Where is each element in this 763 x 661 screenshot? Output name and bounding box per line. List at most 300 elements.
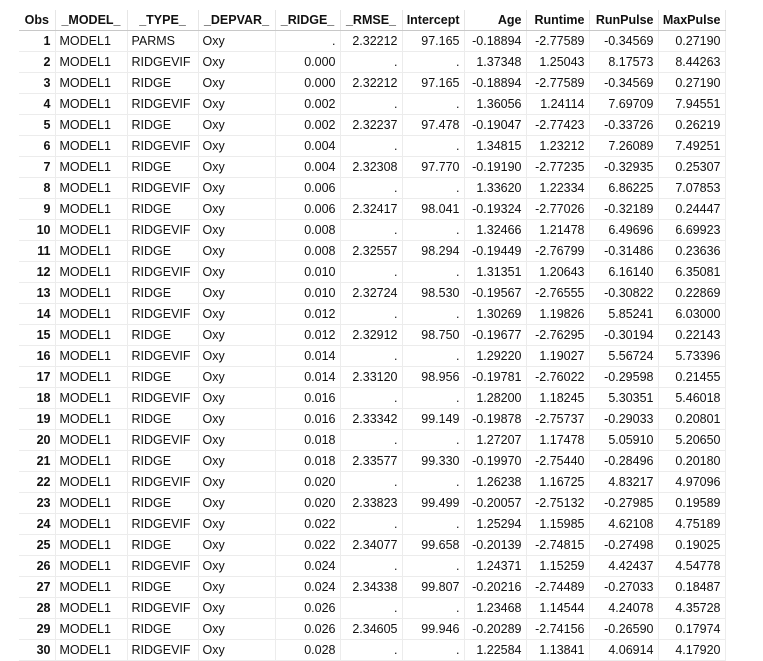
cell-runtime: 1.16725 bbox=[526, 472, 589, 493]
cell-model: MODEL1 bbox=[55, 640, 127, 661]
cell-runpulse: -0.26590 bbox=[589, 619, 658, 640]
cell-rmse: 2.32557 bbox=[340, 241, 402, 262]
cell-model: MODEL1 bbox=[55, 262, 127, 283]
cell-age: 1.30269 bbox=[464, 304, 526, 325]
cell-ridge: 0.028 bbox=[275, 640, 340, 661]
cell-maxpulse: 7.49251 bbox=[658, 136, 725, 157]
cell-runpulse: 4.62108 bbox=[589, 514, 658, 535]
cell-model: MODEL1 bbox=[55, 94, 127, 115]
table-row bbox=[19, 430, 725, 451]
cell-age: 1.23468 bbox=[464, 598, 526, 619]
column-header-intercept: Intercept bbox=[402, 10, 464, 31]
cell-intercept: 97.165 bbox=[402, 73, 464, 94]
cell-runtime: 1.24114 bbox=[526, 94, 589, 115]
cell-runpulse: -0.28496 bbox=[589, 451, 658, 472]
cell-rmse: . bbox=[340, 472, 402, 493]
cell-type: RIDGEVIF bbox=[127, 346, 198, 367]
cell-maxpulse: 5.73396 bbox=[658, 346, 725, 367]
cell-type: RIDGEVIF bbox=[127, 556, 198, 577]
cell-type: RIDGE bbox=[127, 283, 198, 304]
cell-age: 1.28200 bbox=[464, 388, 526, 409]
cell-runpulse: -0.27033 bbox=[589, 577, 658, 598]
cell-type: RIDGE bbox=[127, 619, 198, 640]
cell-maxpulse: 0.22869 bbox=[658, 283, 725, 304]
cell-depvar: Oxy bbox=[198, 472, 275, 493]
cell-model: MODEL1 bbox=[55, 535, 127, 556]
cell-age: 1.25294 bbox=[464, 514, 526, 535]
cell-runpulse: 5.85241 bbox=[589, 304, 658, 325]
cell-ridge: 0.010 bbox=[275, 262, 340, 283]
cell-intercept: . bbox=[402, 388, 464, 409]
cell-runpulse: 4.06914 bbox=[589, 640, 658, 661]
cell-rmse: . bbox=[340, 52, 402, 73]
cell-ridge: 0.018 bbox=[275, 430, 340, 451]
cell-ridge: 0.016 bbox=[275, 388, 340, 409]
cell-depvar: Oxy bbox=[198, 304, 275, 325]
cell-intercept: 97.165 bbox=[402, 31, 464, 52]
cell-type: RIDGEVIF bbox=[127, 136, 198, 157]
table-row bbox=[19, 598, 725, 619]
cell-maxpulse: 0.17974 bbox=[658, 619, 725, 640]
cell-obs: 8 bbox=[19, 178, 55, 199]
cell-runpulse: -0.34569 bbox=[589, 31, 658, 52]
cell-maxpulse: 0.18487 bbox=[658, 577, 725, 598]
cell-depvar: Oxy bbox=[198, 451, 275, 472]
cell-rmse: . bbox=[340, 178, 402, 199]
cell-runpulse: 4.83217 bbox=[589, 472, 658, 493]
cell-intercept: 98.750 bbox=[402, 325, 464, 346]
table-row bbox=[19, 199, 725, 220]
cell-runpulse: -0.30822 bbox=[589, 283, 658, 304]
cell-intercept: 98.294 bbox=[402, 241, 464, 262]
cell-ridge: 0.020 bbox=[275, 493, 340, 514]
cell-runtime: -2.76799 bbox=[526, 241, 589, 262]
cell-obs: 30 bbox=[19, 640, 55, 661]
cell-type: RIDGEVIF bbox=[127, 304, 198, 325]
cell-depvar: Oxy bbox=[198, 94, 275, 115]
cell-intercept: 98.041 bbox=[402, 199, 464, 220]
cell-runtime: -2.74489 bbox=[526, 577, 589, 598]
cell-ridge: 0.016 bbox=[275, 409, 340, 430]
cell-intercept: . bbox=[402, 262, 464, 283]
table-row bbox=[19, 262, 725, 283]
cell-maxpulse: 0.19589 bbox=[658, 493, 725, 514]
cell-maxpulse: 4.35728 bbox=[658, 598, 725, 619]
cell-intercept: . bbox=[402, 220, 464, 241]
cell-runtime: -2.77589 bbox=[526, 31, 589, 52]
table-row bbox=[19, 115, 725, 136]
cell-ridge: 0.006 bbox=[275, 199, 340, 220]
header-row bbox=[19, 10, 725, 31]
cell-runpulse: 6.49696 bbox=[589, 220, 658, 241]
cell-runtime: -2.75132 bbox=[526, 493, 589, 514]
cell-age: 1.33620 bbox=[464, 178, 526, 199]
cell-model: MODEL1 bbox=[55, 556, 127, 577]
cell-obs: 19 bbox=[19, 409, 55, 430]
table-row bbox=[19, 514, 725, 535]
cell-runtime: -2.77423 bbox=[526, 115, 589, 136]
cell-depvar: Oxy bbox=[198, 367, 275, 388]
cell-intercept: . bbox=[402, 52, 464, 73]
column-header-ridge: _RIDGE_ bbox=[275, 10, 340, 31]
cell-rmse: 2.33577 bbox=[340, 451, 402, 472]
cell-type: RIDGEVIF bbox=[127, 52, 198, 73]
cell-rmse: 2.33342 bbox=[340, 409, 402, 430]
cell-model: MODEL1 bbox=[55, 136, 127, 157]
cell-ridge: 0.000 bbox=[275, 73, 340, 94]
cell-age: -0.19677 bbox=[464, 325, 526, 346]
cell-runpulse: -0.30194 bbox=[589, 325, 658, 346]
cell-intercept: . bbox=[402, 178, 464, 199]
table-row bbox=[19, 31, 725, 52]
cell-maxpulse: 6.69923 bbox=[658, 220, 725, 241]
cell-depvar: Oxy bbox=[198, 178, 275, 199]
cell-obs: 6 bbox=[19, 136, 55, 157]
cell-ridge: 0.014 bbox=[275, 367, 340, 388]
table-row bbox=[19, 619, 725, 640]
cell-model: MODEL1 bbox=[55, 325, 127, 346]
cell-obs: 17 bbox=[19, 367, 55, 388]
cell-maxpulse: 0.24447 bbox=[658, 199, 725, 220]
cell-depvar: Oxy bbox=[198, 136, 275, 157]
cell-runtime: -2.75737 bbox=[526, 409, 589, 430]
cell-model: MODEL1 bbox=[55, 220, 127, 241]
cell-obs: 25 bbox=[19, 535, 55, 556]
cell-model: MODEL1 bbox=[55, 451, 127, 472]
cell-depvar: Oxy bbox=[198, 556, 275, 577]
cell-intercept: 99.807 bbox=[402, 577, 464, 598]
cell-rmse: . bbox=[340, 598, 402, 619]
cell-age: 1.24371 bbox=[464, 556, 526, 577]
data-table-container bbox=[19, 10, 726, 661]
column-header-depvar: _DEPVAR_ bbox=[198, 10, 275, 31]
cell-model: MODEL1 bbox=[55, 430, 127, 451]
cell-rmse: 2.32308 bbox=[340, 157, 402, 178]
cell-runtime: -2.77235 bbox=[526, 157, 589, 178]
cell-intercept: 97.478 bbox=[402, 115, 464, 136]
cell-runtime: -2.74156 bbox=[526, 619, 589, 640]
table-row bbox=[19, 493, 725, 514]
cell-maxpulse: 5.20650 bbox=[658, 430, 725, 451]
column-header-runpulse: RunPulse bbox=[589, 10, 658, 31]
cell-maxpulse: 0.20801 bbox=[658, 409, 725, 430]
cell-intercept: . bbox=[402, 94, 464, 115]
cell-type: RIDGEVIF bbox=[127, 220, 198, 241]
cell-runpulse: -0.29033 bbox=[589, 409, 658, 430]
cell-runpulse: -0.32189 bbox=[589, 199, 658, 220]
cell-ridge: . bbox=[275, 31, 340, 52]
cell-rmse: 2.33120 bbox=[340, 367, 402, 388]
cell-maxpulse: 0.27190 bbox=[658, 73, 725, 94]
cell-maxpulse: 0.21455 bbox=[658, 367, 725, 388]
cell-maxpulse: 8.44263 bbox=[658, 52, 725, 73]
cell-runpulse: 6.16140 bbox=[589, 262, 658, 283]
cell-rmse: 2.32237 bbox=[340, 115, 402, 136]
table-row bbox=[19, 367, 725, 388]
cell-maxpulse: 0.19025 bbox=[658, 535, 725, 556]
cell-age: 1.37348 bbox=[464, 52, 526, 73]
cell-type: RIDGE bbox=[127, 157, 198, 178]
cell-rmse: . bbox=[340, 640, 402, 661]
cell-runtime: 1.19027 bbox=[526, 346, 589, 367]
column-header-rmse: _RMSE_ bbox=[340, 10, 402, 31]
cell-depvar: Oxy bbox=[198, 640, 275, 661]
cell-model: MODEL1 bbox=[55, 157, 127, 178]
cell-runpulse: 8.17573 bbox=[589, 52, 658, 73]
cell-obs: 2 bbox=[19, 52, 55, 73]
cell-age: 1.34815 bbox=[464, 136, 526, 157]
table-row bbox=[19, 556, 725, 577]
cell-runpulse: 5.30351 bbox=[589, 388, 658, 409]
cell-obs: 11 bbox=[19, 241, 55, 262]
cell-intercept: 99.658 bbox=[402, 535, 464, 556]
cell-age: -0.19567 bbox=[464, 283, 526, 304]
cell-obs: 20 bbox=[19, 430, 55, 451]
cell-maxpulse: 0.25307 bbox=[658, 157, 725, 178]
cell-runtime: 1.20643 bbox=[526, 262, 589, 283]
cell-model: MODEL1 bbox=[55, 52, 127, 73]
cell-type: PARMS bbox=[127, 31, 198, 52]
cell-type: RIDGEVIF bbox=[127, 640, 198, 661]
table-row bbox=[19, 220, 725, 241]
cell-age: 1.31351 bbox=[464, 262, 526, 283]
cell-rmse: 2.33823 bbox=[340, 493, 402, 514]
cell-type: RIDGE bbox=[127, 493, 198, 514]
cell-obs: 29 bbox=[19, 619, 55, 640]
cell-depvar: Oxy bbox=[198, 283, 275, 304]
cell-age: -0.20289 bbox=[464, 619, 526, 640]
cell-maxpulse: 7.94551 bbox=[658, 94, 725, 115]
cell-intercept: . bbox=[402, 640, 464, 661]
table-row bbox=[19, 283, 725, 304]
cell-intercept: . bbox=[402, 598, 464, 619]
cell-rmse: . bbox=[340, 220, 402, 241]
cell-maxpulse: 4.97096 bbox=[658, 472, 725, 493]
cell-runpulse: -0.27985 bbox=[589, 493, 658, 514]
cell-depvar: Oxy bbox=[198, 619, 275, 640]
cell-obs: 26 bbox=[19, 556, 55, 577]
cell-age: -0.20139 bbox=[464, 535, 526, 556]
cell-age: -0.20216 bbox=[464, 577, 526, 598]
cell-maxpulse: 6.03000 bbox=[658, 304, 725, 325]
cell-obs: 14 bbox=[19, 304, 55, 325]
cell-depvar: Oxy bbox=[198, 220, 275, 241]
cell-model: MODEL1 bbox=[55, 241, 127, 262]
cell-depvar: Oxy bbox=[198, 241, 275, 262]
cell-model: MODEL1 bbox=[55, 577, 127, 598]
cell-type: RIDGE bbox=[127, 115, 198, 136]
cell-depvar: Oxy bbox=[198, 577, 275, 598]
cell-depvar: Oxy bbox=[198, 73, 275, 94]
cell-depvar: Oxy bbox=[198, 409, 275, 430]
cell-age: -0.19047 bbox=[464, 115, 526, 136]
cell-ridge: 0.008 bbox=[275, 220, 340, 241]
cell-runtime: 1.15259 bbox=[526, 556, 589, 577]
table-row bbox=[19, 409, 725, 430]
cell-type: RIDGE bbox=[127, 199, 198, 220]
cell-age: 1.36056 bbox=[464, 94, 526, 115]
cell-intercept: 99.149 bbox=[402, 409, 464, 430]
cell-runtime: -2.76022 bbox=[526, 367, 589, 388]
cell-obs: 1 bbox=[19, 31, 55, 52]
cell-runtime: 1.25043 bbox=[526, 52, 589, 73]
cell-runtime: 1.15985 bbox=[526, 514, 589, 535]
cell-type: RIDGE bbox=[127, 535, 198, 556]
cell-model: MODEL1 bbox=[55, 346, 127, 367]
cell-runtime: 1.13841 bbox=[526, 640, 589, 661]
cell-ridge: 0.024 bbox=[275, 577, 340, 598]
cell-depvar: Oxy bbox=[198, 157, 275, 178]
cell-depvar: Oxy bbox=[198, 31, 275, 52]
cell-age: -0.18894 bbox=[464, 73, 526, 94]
cell-runpulse: -0.33726 bbox=[589, 115, 658, 136]
cell-ridge: 0.026 bbox=[275, 619, 340, 640]
cell-runtime: 1.17478 bbox=[526, 430, 589, 451]
table-row bbox=[19, 94, 725, 115]
cell-intercept: 98.956 bbox=[402, 367, 464, 388]
cell-model: MODEL1 bbox=[55, 304, 127, 325]
table-row bbox=[19, 73, 725, 94]
cell-type: RIDGEVIF bbox=[127, 178, 198, 199]
cell-model: MODEL1 bbox=[55, 178, 127, 199]
cell-rmse: . bbox=[340, 388, 402, 409]
cell-type: RIDGE bbox=[127, 241, 198, 262]
cell-obs: 3 bbox=[19, 73, 55, 94]
cell-type: RIDGE bbox=[127, 409, 198, 430]
cell-rmse: . bbox=[340, 556, 402, 577]
cell-obs: 27 bbox=[19, 577, 55, 598]
cell-intercept: . bbox=[402, 346, 464, 367]
column-header-maxpulse: MaxPulse bbox=[658, 10, 725, 31]
cell-ridge: 0.004 bbox=[275, 157, 340, 178]
cell-maxpulse: 0.22143 bbox=[658, 325, 725, 346]
cell-runtime: -2.74815 bbox=[526, 535, 589, 556]
cell-intercept: 97.770 bbox=[402, 157, 464, 178]
data-table bbox=[19, 10, 726, 661]
cell-obs: 22 bbox=[19, 472, 55, 493]
cell-depvar: Oxy bbox=[198, 598, 275, 619]
cell-rmse: 2.32724 bbox=[340, 283, 402, 304]
cell-type: RIDGEVIF bbox=[127, 472, 198, 493]
cell-runpulse: -0.32935 bbox=[589, 157, 658, 178]
cell-obs: 10 bbox=[19, 220, 55, 241]
cell-runtime: 1.21478 bbox=[526, 220, 589, 241]
cell-intercept: . bbox=[402, 136, 464, 157]
cell-age: 1.29220 bbox=[464, 346, 526, 367]
cell-depvar: Oxy bbox=[198, 493, 275, 514]
cell-obs: 15 bbox=[19, 325, 55, 346]
cell-rmse: 2.32417 bbox=[340, 199, 402, 220]
cell-intercept: 99.499 bbox=[402, 493, 464, 514]
cell-rmse: . bbox=[340, 304, 402, 325]
cell-intercept: 99.330 bbox=[402, 451, 464, 472]
cell-model: MODEL1 bbox=[55, 115, 127, 136]
table-row bbox=[19, 52, 725, 73]
column-header-runtime: Runtime bbox=[526, 10, 589, 31]
cell-obs: 23 bbox=[19, 493, 55, 514]
cell-maxpulse: 5.46018 bbox=[658, 388, 725, 409]
column-header-age: Age bbox=[464, 10, 526, 31]
cell-ridge: 0.018 bbox=[275, 451, 340, 472]
cell-intercept: . bbox=[402, 430, 464, 451]
cell-obs: 4 bbox=[19, 94, 55, 115]
cell-rmse: 2.32212 bbox=[340, 31, 402, 52]
cell-runtime: -2.76555 bbox=[526, 283, 589, 304]
cell-model: MODEL1 bbox=[55, 619, 127, 640]
table-body bbox=[19, 31, 725, 661]
cell-depvar: Oxy bbox=[198, 346, 275, 367]
cell-maxpulse: 0.26219 bbox=[658, 115, 725, 136]
cell-age: 1.32466 bbox=[464, 220, 526, 241]
cell-runpulse: -0.27498 bbox=[589, 535, 658, 556]
cell-runpulse: 7.69709 bbox=[589, 94, 658, 115]
cell-obs: 16 bbox=[19, 346, 55, 367]
table-row bbox=[19, 577, 725, 598]
cell-age: -0.19190 bbox=[464, 157, 526, 178]
cell-type: RIDGEVIF bbox=[127, 514, 198, 535]
cell-depvar: Oxy bbox=[198, 115, 275, 136]
cell-intercept: . bbox=[402, 472, 464, 493]
cell-type: RIDGE bbox=[127, 367, 198, 388]
cell-runtime: -2.77589 bbox=[526, 73, 589, 94]
cell-age: 1.22584 bbox=[464, 640, 526, 661]
cell-depvar: Oxy bbox=[198, 535, 275, 556]
cell-intercept: 98.530 bbox=[402, 283, 464, 304]
cell-runpulse: 5.05910 bbox=[589, 430, 658, 451]
table-row bbox=[19, 157, 725, 178]
cell-ridge: 0.024 bbox=[275, 556, 340, 577]
cell-runtime: 1.18245 bbox=[526, 388, 589, 409]
table-row bbox=[19, 178, 725, 199]
cell-rmse: . bbox=[340, 430, 402, 451]
column-header-model: _MODEL_ bbox=[55, 10, 127, 31]
cell-depvar: Oxy bbox=[198, 199, 275, 220]
cell-depvar: Oxy bbox=[198, 262, 275, 283]
table-row bbox=[19, 325, 725, 346]
table-row bbox=[19, 346, 725, 367]
cell-ridge: 0.004 bbox=[275, 136, 340, 157]
cell-runtime: -2.77026 bbox=[526, 199, 589, 220]
cell-runpulse: -0.34569 bbox=[589, 73, 658, 94]
cell-model: MODEL1 bbox=[55, 493, 127, 514]
cell-rmse: . bbox=[340, 514, 402, 535]
cell-ridge: 0.006 bbox=[275, 178, 340, 199]
cell-runpulse: 7.26089 bbox=[589, 136, 658, 157]
cell-depvar: Oxy bbox=[198, 430, 275, 451]
cell-obs: 18 bbox=[19, 388, 55, 409]
cell-runtime: -2.76295 bbox=[526, 325, 589, 346]
cell-runpulse: 5.56724 bbox=[589, 346, 658, 367]
cell-ridge: 0.002 bbox=[275, 115, 340, 136]
cell-depvar: Oxy bbox=[198, 325, 275, 346]
cell-ridge: 0.022 bbox=[275, 535, 340, 556]
cell-rmse: 2.32912 bbox=[340, 325, 402, 346]
cell-runtime: 1.23212 bbox=[526, 136, 589, 157]
table-row bbox=[19, 136, 725, 157]
cell-obs: 12 bbox=[19, 262, 55, 283]
cell-rmse: 2.34338 bbox=[340, 577, 402, 598]
cell-age: -0.19781 bbox=[464, 367, 526, 388]
column-header-obs: Obs bbox=[19, 10, 55, 31]
cell-model: MODEL1 bbox=[55, 199, 127, 220]
table-row bbox=[19, 304, 725, 325]
cell-model: MODEL1 bbox=[55, 388, 127, 409]
cell-age: 1.26238 bbox=[464, 472, 526, 493]
cell-obs: 5 bbox=[19, 115, 55, 136]
cell-ridge: 0.012 bbox=[275, 325, 340, 346]
cell-model: MODEL1 bbox=[55, 367, 127, 388]
cell-rmse: . bbox=[340, 94, 402, 115]
